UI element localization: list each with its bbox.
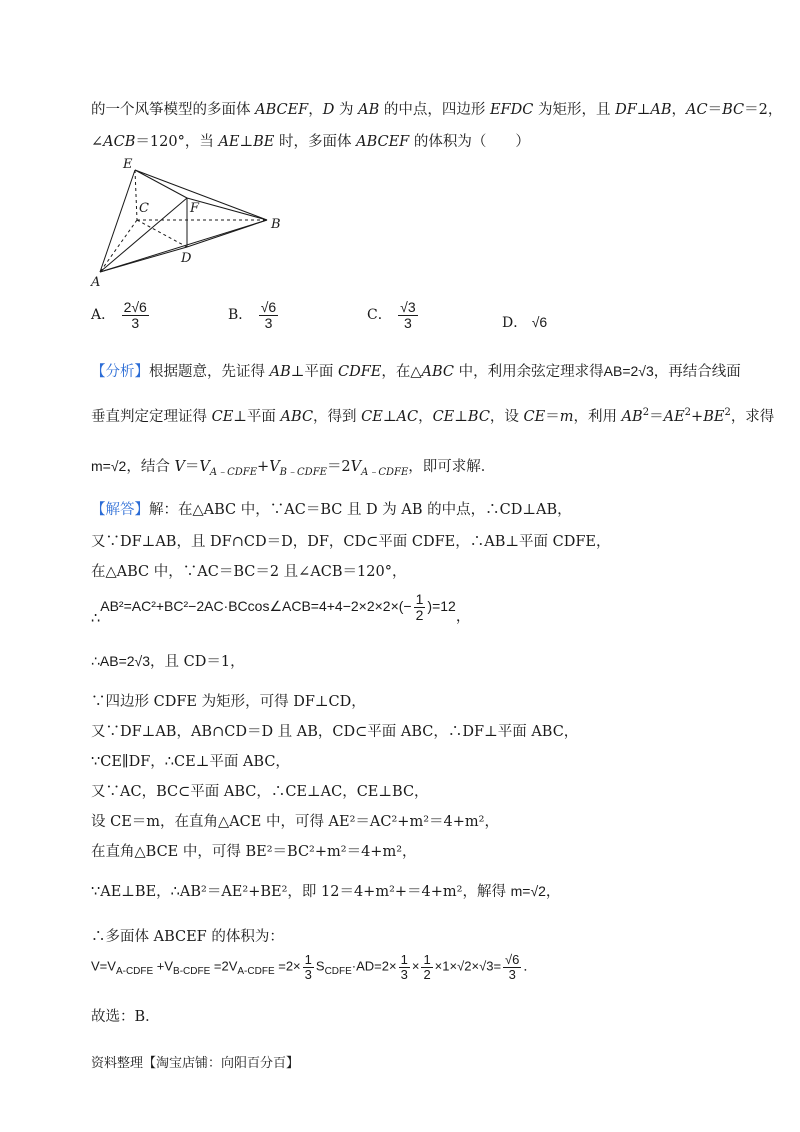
solution-line-15: 故选：B． [91,1009,160,1025]
solution-line-7: 又∵DF⊥AB，AB∩CD＝D 且 AB，CD⊂平面 ABC，∴DF⊥平面 ABC， [91,724,579,740]
option-a[interactable]: A． $\frac{2√6}{3}$ [91,299,147,331]
solution-line-4: ∴AB²=AC²+BC²−2AC·BCcos∠ACB=4+4−2×2×2×(− $\frac{1}{2}$ )=12， [91,591,471,628]
solution-line-2: 又∵DF⊥AB，且 DF∩CD＝D，DF，CD⊂平面 CDFE，∴AB⊥平面 CDFE， [91,534,611,550]
solution-line-6: ∵四边形 CDFE 为矩形，可得 DF⊥CD， [91,694,366,710]
label-A: A [91,275,101,290]
problem-line-1: 的一个风筝模型的多面体 ABCEF，D 为 AB 的中点，四边形 EFDC 为矩形，且 DF⊥AB，AC＝BC＝2， [91,102,783,118]
solution-line-11: 在直角△BCE 中，可得 BE²＝BC²+m²＝4+m²， [91,844,417,860]
solution-line-3: 在△ABC 中，∵AC＝BC＝2 且∠ACB＝120°， [91,564,407,580]
solution-line-1: 【解答】解：在△ABC 中，∵AC＝BC 且 D 为 AB 的中点，∴CD⊥AB， [91,502,572,518]
label-E: E [123,157,133,172]
label-C: C [139,201,149,216]
analysis-line-2: 垂直判定定理证得 CE⊥平面 ABC，得到 CE⊥AC，CE⊥BC，设 CE＝m，利用 $AB^2=AE^2+BE^2$，求得 [91,407,775,425]
footer: 资料整理【淘宝店铺：向阳百分百】 [91,1056,300,1071]
analysis-line-1: 【分析】根据题意，先证得 AB⊥平面 CDFE，在△ABC 中，利用余弦定理求得AB=2√3，再结合线面 [91,363,741,380]
label-D: D [181,251,192,266]
option-d[interactable]: D． √6 [502,314,548,331]
solution-line-10: 设 CE＝m，在直角△ACE 中，可得 AE²＝AC²+m²＝4+m²， [91,814,499,830]
solution-line-13: ∴多面体 ABCEF 的体积为： [91,929,284,945]
solution-line-9: 又∵AC，BC⊂平面 ABC，∴CE⊥AC，CE⊥BC， [91,784,429,800]
option-b[interactable]: B． $\frac{√6}{3}$ [228,299,277,331]
polyhedron-figure [85,150,295,290]
solution-line-8: ∵CE∥DF，∴CE⊥平面 ABC， [91,754,290,770]
solution-tag: 【解答】 [91,502,149,518]
label-B: B [271,217,281,232]
solution-line-12: ∵AE⊥BE，∴AB²＝AE²+BE²，即 12＝4+m²+＝4+m²，解得 m=√2， [91,883,561,900]
option-c[interactable]: C． $\frac{√3}{3}$ [367,299,416,331]
solution-line-14: $V=V_{A-CDFE} +V_{B-CDFE} =2V_{A-CDFE} =2\times$ $\frac{1}{3}$ $S_{CDFE}\cdot AD=2\times$ $\frac{1}{3}$ × $\frac{1}{2}$ ×1×√2×√3= $\frac{√6}{3}$ ． [91,952,537,982]
label-F: F [190,201,200,216]
analysis-line-3: m=√2，结合 $V=V_{A﹣CDFE}+V_{B﹣CDFE}=2V_{A﹣CDFE}$，即可求解． [91,458,496,478]
problem-line-2: ∠ACB＝120°，当 AE⊥BE 时，多面体 ABCEF 的体积为（ ） [91,134,530,150]
analysis-tag: 【分析】 [91,364,149,380]
solution-line-5: ∴AB=2√3，且 CD＝1， [91,653,245,670]
